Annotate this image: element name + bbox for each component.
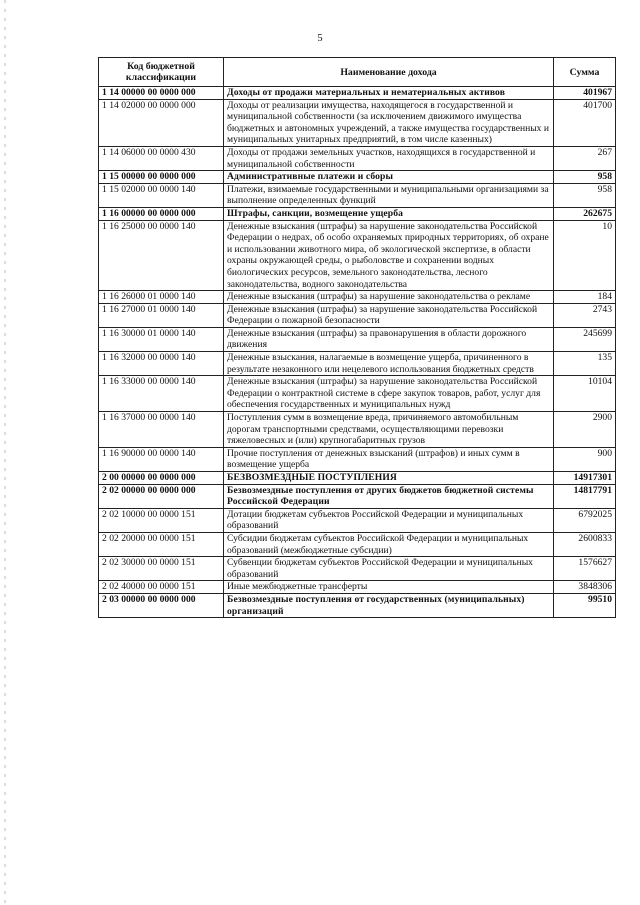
row-amount: 6792025: [554, 508, 616, 532]
row-code: 1 16 90000 00 0000 140: [99, 447, 224, 471]
revenue-table: [98, 57, 616, 618]
row-amount: 958: [554, 183, 616, 207]
table-row: [99, 532, 616, 556]
table-row: [99, 303, 616, 327]
row-name: Административные платежи и сборы: [224, 171, 554, 184]
table-row: [99, 412, 616, 448]
row-amount: 99510: [554, 593, 616, 617]
row-code: 1 16 25000 00 0000 140: [99, 220, 224, 291]
row-name: Иные межбюджетные трансферты: [224, 581, 554, 594]
row-code: 2 00 00000 00 0000 000: [99, 472, 224, 485]
row-name: Безвозмездные поступления от других бюджетов бюджетной системы Российской Федерации: [224, 484, 554, 508]
table-body: [99, 87, 616, 618]
table-row: [99, 99, 616, 146]
row-name: Доходы от продажи земельных участков, находящихся в государственной и муниципальной собственности: [224, 146, 554, 170]
row-name: Денежные взыскания (штрафы) за нарушение законодательства о рекламе: [224, 291, 554, 304]
table-row: [99, 146, 616, 170]
row-code: 2 02 10000 00 0000 151: [99, 508, 224, 532]
row-code: 1 15 02000 00 0000 140: [99, 183, 224, 207]
row-name: Денежные взыскания (штрафы) за нарушение законодательства Российской Федерации о недрах, об особо охраняемых природных территориях, об охране и использовании животного мира, об экологической экспертизе, в области охраны окружающей среды, о рыболовстве и сохранении водных биологических ресурсов, земельного законодательства, лесного законодательства, водного законодательства: [224, 220, 554, 291]
row-name: Безвозмездные поступления от государственных (муниципальных) организаций: [224, 593, 554, 617]
table-row: [99, 327, 616, 351]
row-code: 1 16 26000 01 0000 140: [99, 291, 224, 304]
row-amount: 267: [554, 146, 616, 170]
table-row: [99, 472, 616, 485]
row-amount: 401967: [554, 87, 616, 100]
row-code: 2 02 20000 00 0000 151: [99, 532, 224, 556]
row-name: Субвенции бюджетам субъектов Российской Федерации и муниципальных образований: [224, 557, 554, 581]
row-code: 1 14 00000 00 0000 000: [99, 87, 224, 100]
row-code: 1 14 06000 00 0000 430: [99, 146, 224, 170]
row-amount: 2900: [554, 412, 616, 448]
row-name: Дотации бюджетам субъектов Российской Федерации и муниципальных образований: [224, 508, 554, 532]
row-amount: 1576627: [554, 557, 616, 581]
row-amount: 10: [554, 220, 616, 291]
row-amount: 401700: [554, 99, 616, 146]
row-amount: 14817791: [554, 484, 616, 508]
row-name: Денежные взыскания (штрафы) за правонарушения в области дорожного движения: [224, 327, 554, 351]
row-code: 1 16 27000 01 0000 140: [99, 303, 224, 327]
table-row: [99, 557, 616, 581]
row-name: Денежные взыскания (штрафы) за нарушение законодательства Российской Федерации о пожарной безопасности: [224, 303, 554, 327]
row-name: Поступления сумм в возмещение вреда, причиняемого автомобильным дорогам транспортными средствами, осуществляющими перевозки тяжеловесных и (или) крупногабаритных грузов: [224, 412, 554, 448]
row-name: Штрафы, санкции, возмещение ущерба: [224, 207, 554, 220]
header-name: Наименование дохода: [224, 58, 554, 87]
row-amount: 900: [554, 447, 616, 471]
header-code: Код бюджетной классификации: [99, 58, 224, 87]
row-code: 1 16 33000 00 0000 140: [99, 376, 224, 412]
scan-margin-marks: [4, 0, 6, 905]
table-row: [99, 183, 616, 207]
header-amount: Сумма: [554, 58, 616, 87]
row-name: Платежи, взимаемые государственными и муниципальными организациями за выполнение определенных функций: [224, 183, 554, 207]
row-name: Денежные взыскания, налагаемые в возмещение ущерба, причиненного в результате незаконного или нецелевого использования бюджетных средств: [224, 352, 554, 376]
table-row: [99, 376, 616, 412]
table-row: [99, 447, 616, 471]
row-amount: 2600833: [554, 532, 616, 556]
row-amount: 14917301: [554, 472, 616, 485]
row-amount: 3848306: [554, 581, 616, 594]
row-code: 2 02 40000 00 0000 151: [99, 581, 224, 594]
table-header: [99, 58, 616, 87]
row-name: Прочие поступления от денежных взысканий (штрафов) и иных сумм в возмещение ущерба: [224, 447, 554, 471]
row-code: 1 16 00000 00 0000 000: [99, 207, 224, 220]
table-row: [99, 352, 616, 376]
page-number: 5: [317, 33, 323, 44]
row-name: БЕЗВОЗМЕЗДНЫЕ ПОСТУПЛЕНИЯ: [224, 472, 554, 485]
table-row: [99, 581, 616, 594]
row-name: Доходы от продажи материальных и нематериальных активов: [224, 87, 554, 100]
row-code: 1 14 02000 00 0000 000: [99, 99, 224, 146]
row-code: 2 03 00000 00 0000 000: [99, 593, 224, 617]
row-name: Доходы от реализации имущества, находящегося в государственной и муниципальной собственности (за исключением движимого имущества бюджетных и автономных учреждений, а также имущества государственных и муниципальных унитарных предприятий, в том числе казенных): [224, 99, 554, 146]
row-name: Субсидии бюджетам субъектов Российской Федерации и муниципальных образований (межбюджетные субсидии): [224, 532, 554, 556]
table-row: [99, 87, 616, 100]
row-code: 2 02 30000 00 0000 151: [99, 557, 224, 581]
table-row: [99, 593, 616, 617]
row-amount: 135: [554, 352, 616, 376]
table-row: [99, 207, 616, 220]
row-code: 1 16 32000 00 0000 140: [99, 352, 224, 376]
row-amount: 10104: [554, 376, 616, 412]
row-amount: 262675: [554, 207, 616, 220]
row-amount: 245699: [554, 327, 616, 351]
row-code: 2 02 00000 00 0000 000: [99, 484, 224, 508]
row-name: Денежные взыскания (штрафы) за нарушение законодательства Российской Федерации о контрактной системе в сфере закупок товаров, работ, услуг для обеспечения государственных и муниципальных нужд: [224, 376, 554, 412]
row-code: 1 15 00000 00 0000 000: [99, 171, 224, 184]
table-row: [99, 171, 616, 184]
row-amount: 2743: [554, 303, 616, 327]
table-row: [99, 484, 616, 508]
row-amount: 958: [554, 171, 616, 184]
table-row: [99, 220, 616, 291]
table-row: [99, 291, 616, 304]
row-code: 1 16 37000 00 0000 140: [99, 412, 224, 448]
row-code: 1 16 30000 01 0000 140: [99, 327, 224, 351]
table-row: [99, 508, 616, 532]
header-row: [99, 58, 616, 87]
row-amount: 184: [554, 291, 616, 304]
